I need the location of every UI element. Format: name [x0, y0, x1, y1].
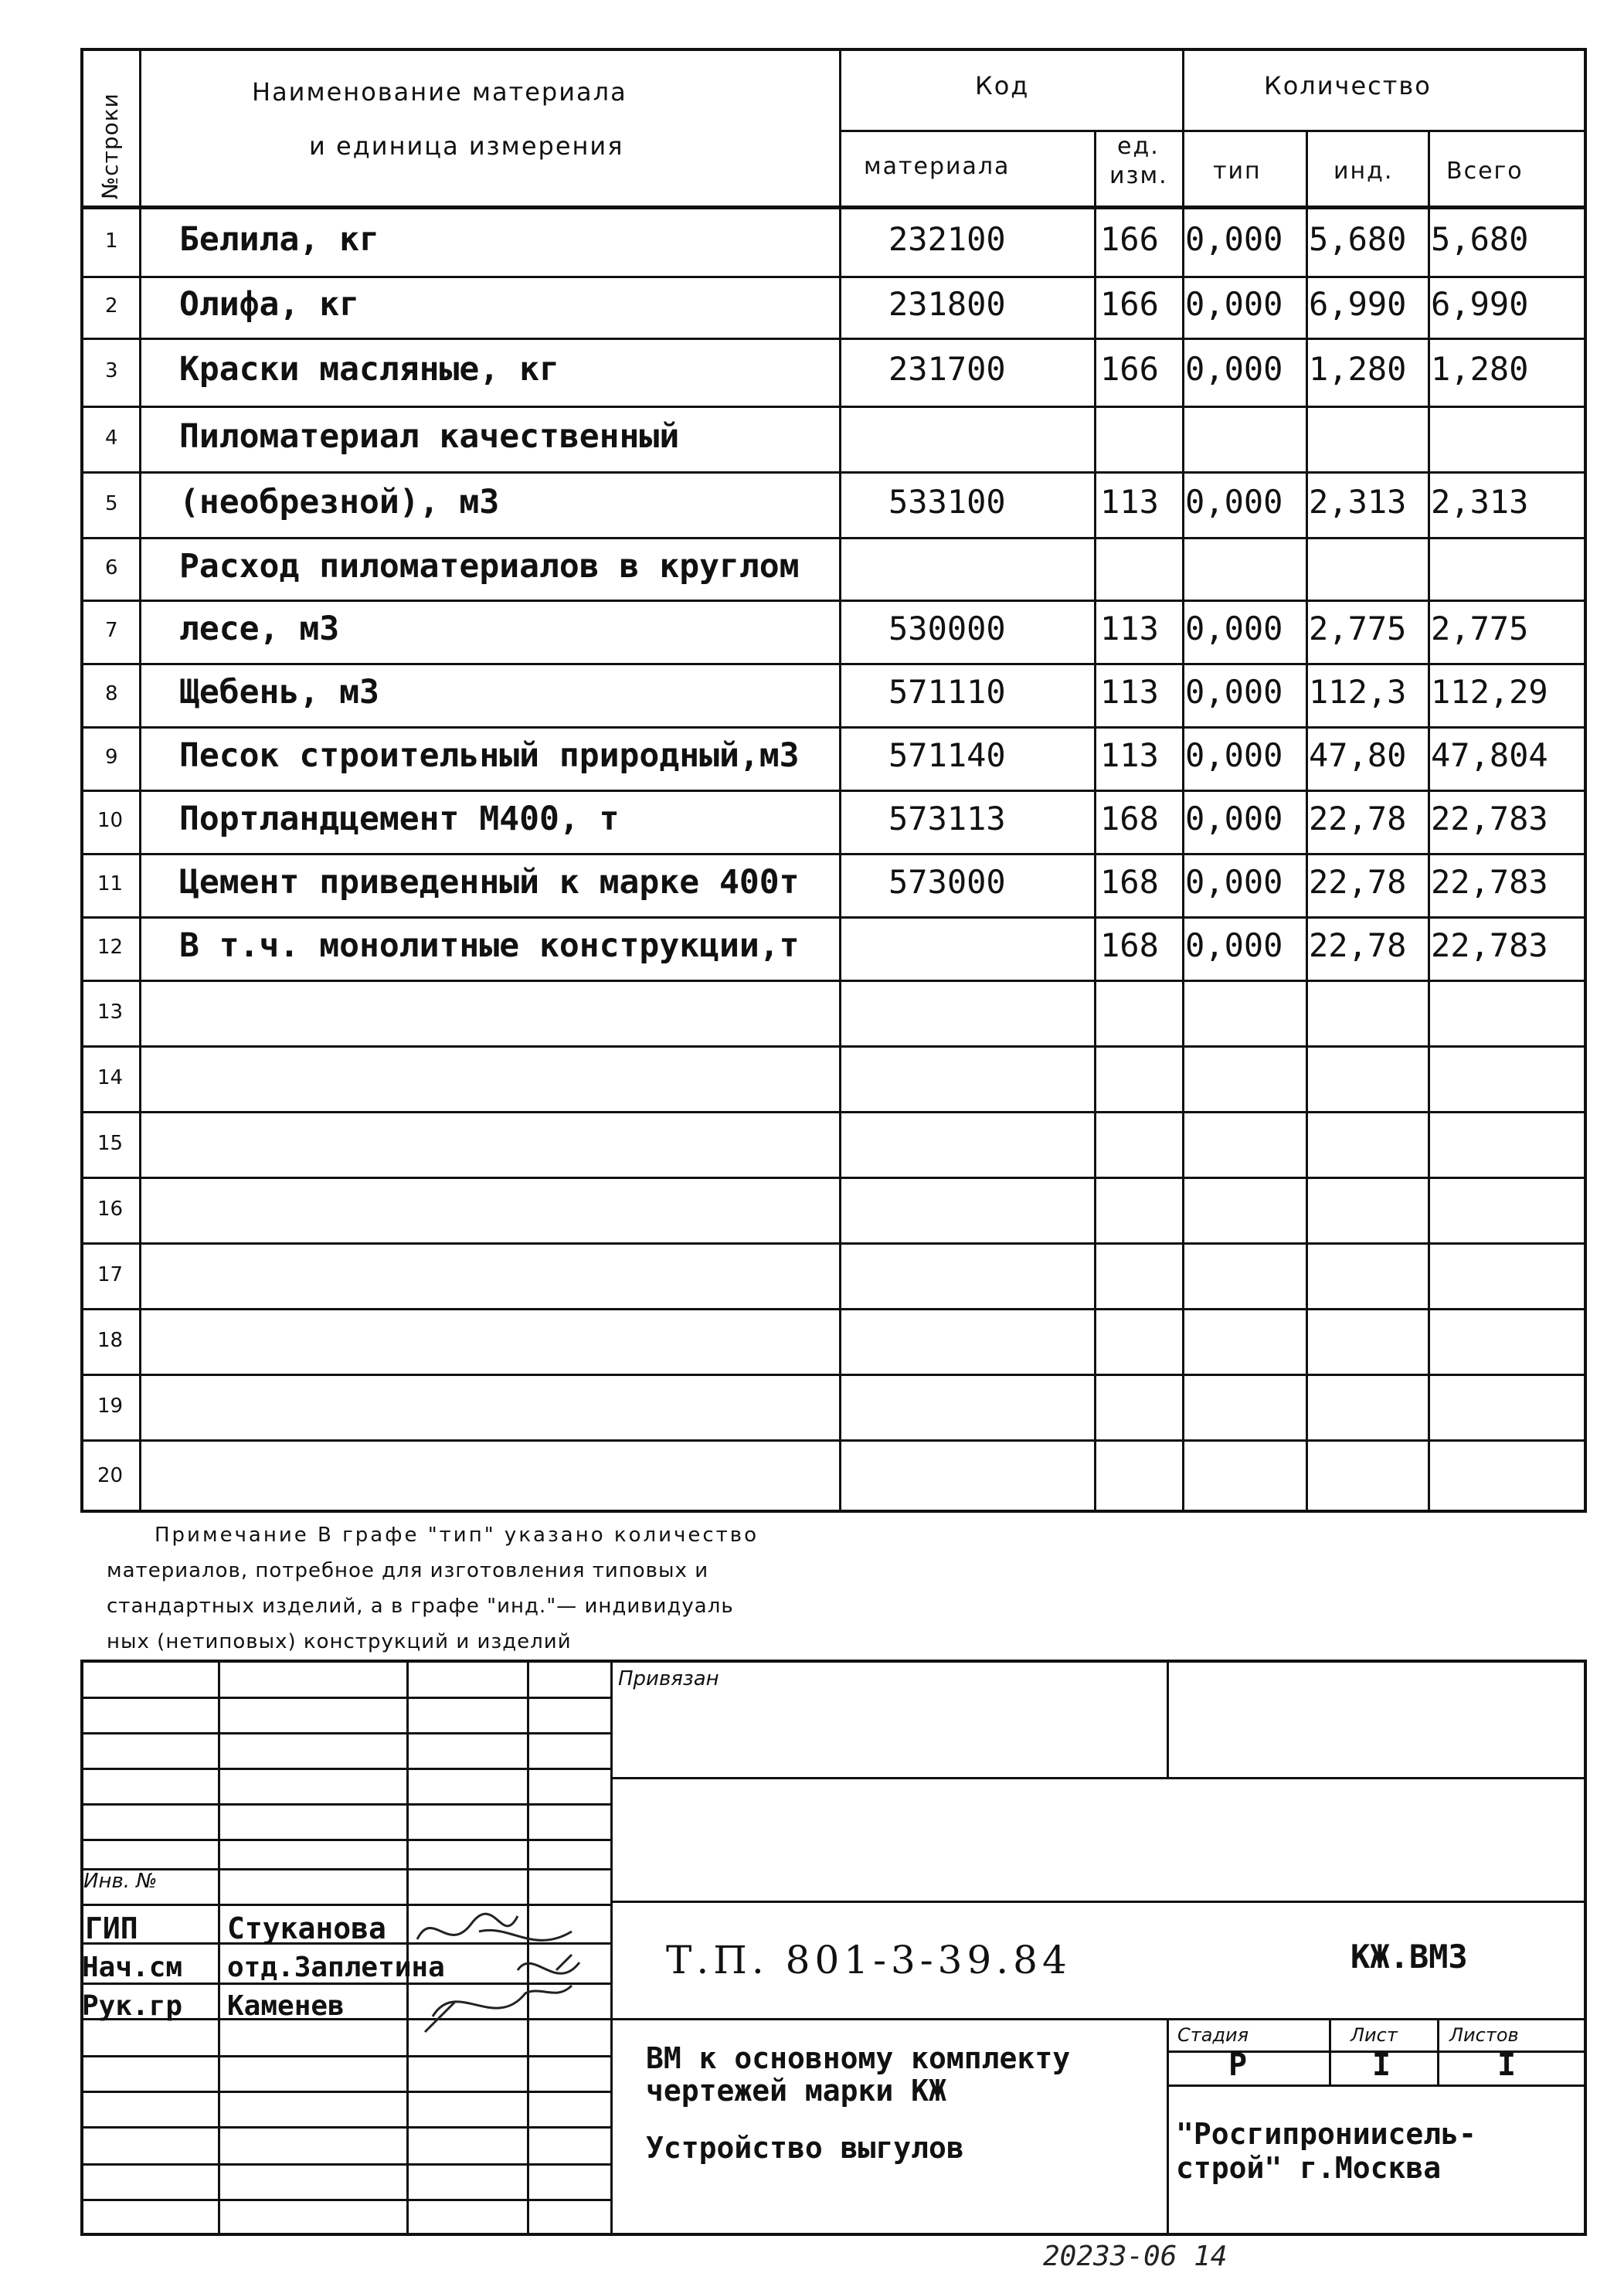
cell-name: Краски масляные, кг — [179, 350, 559, 389]
stamp-grid-line — [80, 1732, 610, 1734]
row-number: 8 — [105, 682, 118, 705]
cell-name: В т.ч. монолитные конструкции,т — [179, 926, 800, 965]
stamp-line — [610, 1777, 1587, 1779]
row-number: 4 — [105, 426, 118, 450]
cell-unit: 166 — [1100, 285, 1159, 323]
row-number: 15 — [97, 1131, 124, 1155]
note-line2: материалов, потребное для изготовления типовых и — [107, 1559, 709, 1582]
qty-ind-header: инд. — [1334, 158, 1394, 185]
row-line — [80, 471, 1587, 474]
cell-total: 5,680 — [1431, 219, 1529, 258]
row-number: 6 — [105, 556, 118, 579]
row-line — [80, 916, 1587, 919]
row-number: 14 — [97, 1065, 124, 1089]
cell-unit: 113 — [1100, 736, 1159, 774]
header-line — [839, 130, 1587, 132]
unit-header-line2: изм. — [1109, 162, 1168, 189]
cell-code: 573000 — [888, 863, 1006, 901]
cell-unit: 113 — [1100, 610, 1159, 647]
stamp-grid-line — [80, 2199, 610, 2201]
stage-value: Р — [1228, 2047, 1248, 2083]
row-line — [80, 1374, 1587, 1376]
organization-line2: строй" г.Москва — [1176, 2151, 1442, 2185]
cell-code: 231800 — [888, 285, 1006, 323]
organization-line1: "Росгипрониисель- — [1176, 2117, 1476, 2151]
row-line — [80, 1045, 1587, 1048]
row-number: 3 — [105, 359, 118, 382]
role-gip: ГИП — [85, 1911, 138, 1945]
cell-type: 0,000 — [1185, 736, 1283, 774]
table-row — [80, 1374, 1587, 1439]
cell-type: 0,000 — [1185, 926, 1283, 964]
cell-type: 0,000 — [1185, 863, 1283, 901]
code-header: Код — [975, 71, 1030, 100]
cell-ind: 6,990 — [1309, 285, 1407, 323]
row-line — [80, 980, 1587, 982]
name-gip: Стуканова — [227, 1911, 386, 1945]
name-header-line1: Наименование материала — [252, 77, 627, 107]
sheet-value: I — [1372, 2047, 1391, 2083]
cell-name: Песок строительный природный,м3 — [179, 736, 800, 775]
table-row — [80, 1045, 1587, 1111]
row-line — [80, 663, 1587, 665]
stamp-line — [610, 1901, 1587, 1903]
table-row — [80, 1242, 1587, 1308]
title-line2: чертежей марки КЖ — [646, 2074, 946, 2108]
row-number: 5 — [105, 491, 118, 515]
stamp-grid-line — [80, 2091, 610, 2093]
cell-unit: 113 — [1100, 482, 1159, 521]
cell-name: Белила, кг — [179, 219, 379, 259]
cell-total: 112,29 — [1431, 673, 1548, 711]
cell-unit: 166 — [1100, 350, 1159, 388]
cell-total: 47,804 — [1431, 736, 1548, 774]
stamp-line — [610, 2018, 1587, 2020]
sheets-value: I — [1497, 2047, 1517, 2083]
row-number: 18 — [97, 1328, 124, 1352]
qty-type-header: тип — [1213, 158, 1262, 185]
cell-ind: 22,78 — [1309, 800, 1407, 838]
archive-number: 20233-06 14 — [1043, 2241, 1228, 2272]
cell-unit: 113 — [1100, 673, 1159, 711]
row-line — [80, 406, 1587, 408]
note-line1: Примечание В графе "тип" указано количество — [155, 1524, 759, 1547]
row-line — [80, 276, 1587, 278]
row-line — [80, 1308, 1587, 1310]
stamp-col-line — [218, 1660, 220, 2236]
stamp-grid-line — [80, 1839, 610, 1841]
row-line — [80, 600, 1587, 602]
sheet-label: Лист — [1351, 2024, 1398, 2046]
cell-type: 0,000 — [1185, 482, 1283, 521]
table-row — [80, 1177, 1587, 1242]
row-line — [80, 1177, 1587, 1179]
table-row — [80, 1439, 1587, 1513]
stamp-grid-line — [80, 1868, 610, 1870]
privyazan-label: Привязан — [618, 1667, 719, 1690]
name-head-dept: отд.Заплетина — [227, 1952, 445, 1983]
cell-code: 571140 — [888, 736, 1006, 774]
cell-ind: 22,78 — [1309, 863, 1407, 901]
stamp-grid-line — [80, 2055, 610, 2057]
cell-type: 0,000 — [1185, 610, 1283, 647]
cell-code: 530000 — [888, 610, 1006, 647]
sheets-label: Листов — [1449, 2024, 1519, 2046]
cell-ind: 112,3 — [1309, 673, 1407, 711]
cell-type: 0,000 — [1185, 800, 1283, 838]
role-head-dept: Нач.см — [82, 1952, 183, 1983]
unit-header-line1: ед. — [1117, 133, 1160, 160]
row-number: 13 — [97, 1000, 124, 1024]
row-number: 1 — [105, 229, 118, 253]
cell-name: Расход пиломатериалов в круглом — [179, 546, 800, 586]
cell-total: 2,313 — [1431, 482, 1529, 521]
cell-total: 22,783 — [1431, 926, 1548, 964]
row-number: 17 — [97, 1262, 124, 1286]
stamp-grid-line — [80, 1803, 610, 1806]
cell-total: 22,783 — [1431, 863, 1548, 901]
cell-ind: 47,80 — [1309, 736, 1407, 774]
row-number: 2 — [105, 294, 118, 318]
row-line — [80, 1242, 1587, 1245]
cell-type: 0,000 — [1185, 219, 1283, 258]
cell-total: 1,280 — [1431, 350, 1529, 388]
row-line — [80, 790, 1587, 792]
cell-unit: 166 — [1100, 219, 1159, 258]
name-group-lead: Каменев — [227, 1990, 345, 2022]
row-line — [80, 1111, 1587, 1113]
row-number: 16 — [97, 1197, 124, 1221]
stamp-line — [1167, 2084, 1587, 2087]
cell-type: 0,000 — [1185, 350, 1283, 388]
title-line1: ВМ к основному комплекту — [646, 2041, 1071, 2075]
document-number: Т.П. 801-3-39.84 — [666, 1938, 1072, 1983]
code-material-header: материала — [864, 153, 1011, 180]
cell-name: Щебень, м3 — [179, 673, 379, 712]
cell-ind: 5,680 — [1309, 219, 1407, 258]
signatures — [402, 1901, 634, 2055]
cell-name: Пиломатериал качественный — [179, 416, 680, 456]
cell-type: 0,000 — [1185, 285, 1283, 323]
cell-total: 2,775 — [1431, 610, 1529, 647]
cell-name: Цемент приведенный к марке 400т — [179, 863, 800, 902]
cell-unit: 168 — [1100, 926, 1159, 964]
title-line3: Устройство выгулов — [646, 2131, 964, 2165]
stamp-grid-line — [80, 1697, 610, 1699]
row-number: 19 — [97, 1394, 124, 1418]
row-line — [80, 338, 1587, 340]
document-mark: КЖ.ВМ3 — [1351, 1938, 1468, 1976]
stamp-grid-line — [80, 2126, 610, 2129]
row-number: 9 — [105, 746, 118, 769]
row-number-header: №строки — [97, 93, 123, 199]
row-number: 11 — [97, 872, 124, 895]
table-row — [80, 1111, 1587, 1177]
note-line3: стандартных изделий, а в графе "инд."— индивидуаль — [107, 1595, 734, 1618]
cell-code: 573113 — [888, 800, 1006, 838]
cell-code: 232100 — [888, 219, 1006, 258]
role-group-lead: Рук.гр — [82, 1990, 183, 2022]
row-number: 20 — [97, 1463, 124, 1487]
row-line — [80, 726, 1587, 729]
qty-total-header: Всего — [1446, 158, 1524, 185]
row-number: 7 — [105, 619, 118, 642]
stamp-grid-line — [80, 2163, 610, 2166]
row-number: 10 — [97, 809, 124, 832]
inventory-number-label: Инв. № — [83, 1870, 158, 1893]
cell-code: 571110 — [888, 673, 1006, 711]
table-row — [80, 1308, 1587, 1374]
cell-ind: 2,775 — [1309, 610, 1407, 647]
cell-ind: 1,280 — [1309, 350, 1407, 388]
cell-total: 6,990 — [1431, 285, 1529, 323]
cell-total: 22,783 — [1431, 800, 1548, 838]
cell-name: Олифа, кг — [179, 285, 359, 324]
cell-name: Портландцемент М400, т — [179, 800, 620, 838]
table-row — [80, 980, 1587, 1045]
stage-label: Стадия — [1177, 2024, 1249, 2046]
cell-type: 0,000 — [1185, 673, 1283, 711]
quantity-header: Количество — [1264, 71, 1432, 100]
stamp-grid-line — [80, 1768, 610, 1770]
row-line — [80, 853, 1587, 855]
cell-code: 533100 — [888, 482, 1006, 521]
row-line — [80, 1439, 1587, 1442]
name-header-line2: и единица измерения — [309, 131, 624, 161]
row-line — [80, 537, 1587, 539]
cell-ind: 22,78 — [1309, 926, 1407, 964]
cell-unit: 168 — [1100, 863, 1159, 901]
cell-name: лесе, м3 — [179, 610, 340, 648]
cell-name: (необрезной), м3 — [179, 482, 500, 522]
cell-code: 231700 — [888, 350, 1006, 388]
cell-unit: 168 — [1100, 800, 1159, 838]
cell-ind: 2,313 — [1309, 482, 1407, 521]
note-line4: ных (нетиповых) конструкций и изделий — [107, 1630, 572, 1653]
stamp-col-line — [1167, 1660, 1169, 1777]
row-number: 12 — [97, 936, 124, 959]
